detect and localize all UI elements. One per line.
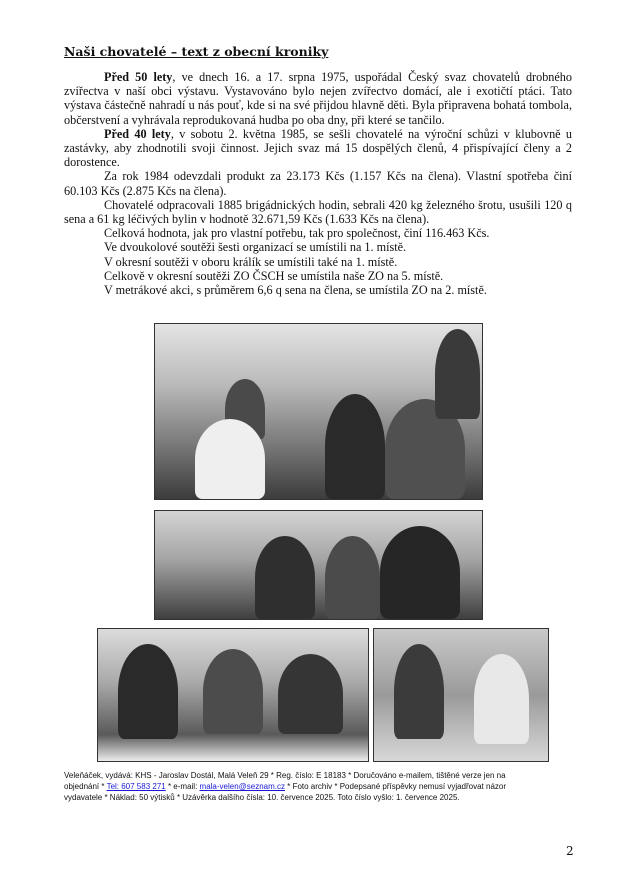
- footer-line-2-end: * Foto archiv * Podepsané příspěvky nemusí vyjadřovat názor: [285, 782, 507, 791]
- paragraph-3: Za rok 1984 odevzdali produkt za 23.173 Kčs (1.157 Kčs na člena). Vlastní spotřeba činí 60.103 Kčs (2.875 Kčs na člena).: [64, 169, 572, 198]
- page-number: 2: [566, 844, 574, 858]
- photo-group-of-three: [97, 628, 369, 762]
- paragraph-7: V okresní soutěži v oboru králík se umístili také na 1. místě.: [104, 254, 398, 269]
- photo-meeting-hall: [154, 323, 483, 500]
- paragraph-2-lead: Před 40 lety: [104, 126, 171, 141]
- footer-line-2-mid: * e-mail:: [165, 782, 200, 791]
- photo-women-with-flowers: [373, 628, 549, 762]
- paragraph-8: Celkově v okresní soutěži ZO ČSCH se umístila naše ZO na 5. místě.: [104, 268, 444, 283]
- footer-line-3: vydavatele * Náklad: 50 výtisků * Uzávěrka dalšího čísla: 10. července 2025. Toto číslo vyšlo: 1. července 2025.: [64, 793, 460, 802]
- article-body: [64, 70, 572, 297]
- paragraph-5: Celková hodnota, jak pro vlastní potřebu, tak pro společnost, činí 116.463 Kčs.: [104, 226, 490, 241]
- paragraph-1-text: , ve dnech 16. a 17. srpna 1975, uspořádal Český svaz chovatelů drobného zvířectva v naší obci výstavu. Vystavováno bylo nejen zvířectvo domácí, ale i exotičtí ptáci. Tato výstava částečně nahradí u nás pouť, kde si na své přijdou hlavně děti. Byla připravena bohatá tombola, občerstvení a vyhrávala reprodukovaná hudba po oba dny, při které se tančilo.: [64, 70, 572, 127]
- paragraph-2-text: , v sobotu 2. května 1985, se sešli chovatelé na výroční schůzi v klubovně u zastávky, aby zhodnotili svoji činnost. Jejich svaz má 15 dospělých členů, 4 přispívající členy a 2 dorostence.: [64, 126, 572, 170]
- footer-line-1: Veleňáček, vydává: KHS - Jaroslav Dostál, Malá Veleň 29 * Reg. číslo: E 18183 * Doručováno e-mailem, tištěné verze jen na: [64, 771, 506, 780]
- phone-link[interactable]: Tel: 607 583 271: [106, 782, 166, 791]
- footer-line-2-start: objednání *: [64, 782, 107, 791]
- colophon-footer: [64, 770, 574, 803]
- paragraph-6: Ve dvoukolové soutěži šesti organizací se umístili na 1. místě.: [104, 240, 407, 255]
- footer-line-2: [64, 781, 574, 792]
- paragraph-2: [64, 127, 572, 170]
- paragraph-1: [64, 70, 572, 127]
- article-heading: Naši chovatelé – text z obecní kroniky: [64, 44, 329, 59]
- paragraph-9: V metrákové akci, s průměrem 6,6 q sena na člena, se umístila ZO na 2. místě.: [104, 283, 487, 298]
- paragraph-1-lead: Před 50 lety: [104, 70, 173, 84]
- email-link[interactable]: mala-velen@seznam.cz: [199, 782, 286, 791]
- paragraph-4: Chovatelé odpracovali 1885 brigádnických hodin, sebrali 420 kg železného šrotu, usušili 120 q sena a 61 kg léčivých bylin v hodnotě 32.671,59 Kčs (1.633 Kčs na člena).: [64, 197, 572, 227]
- photo-men-at-table: [154, 510, 483, 620]
